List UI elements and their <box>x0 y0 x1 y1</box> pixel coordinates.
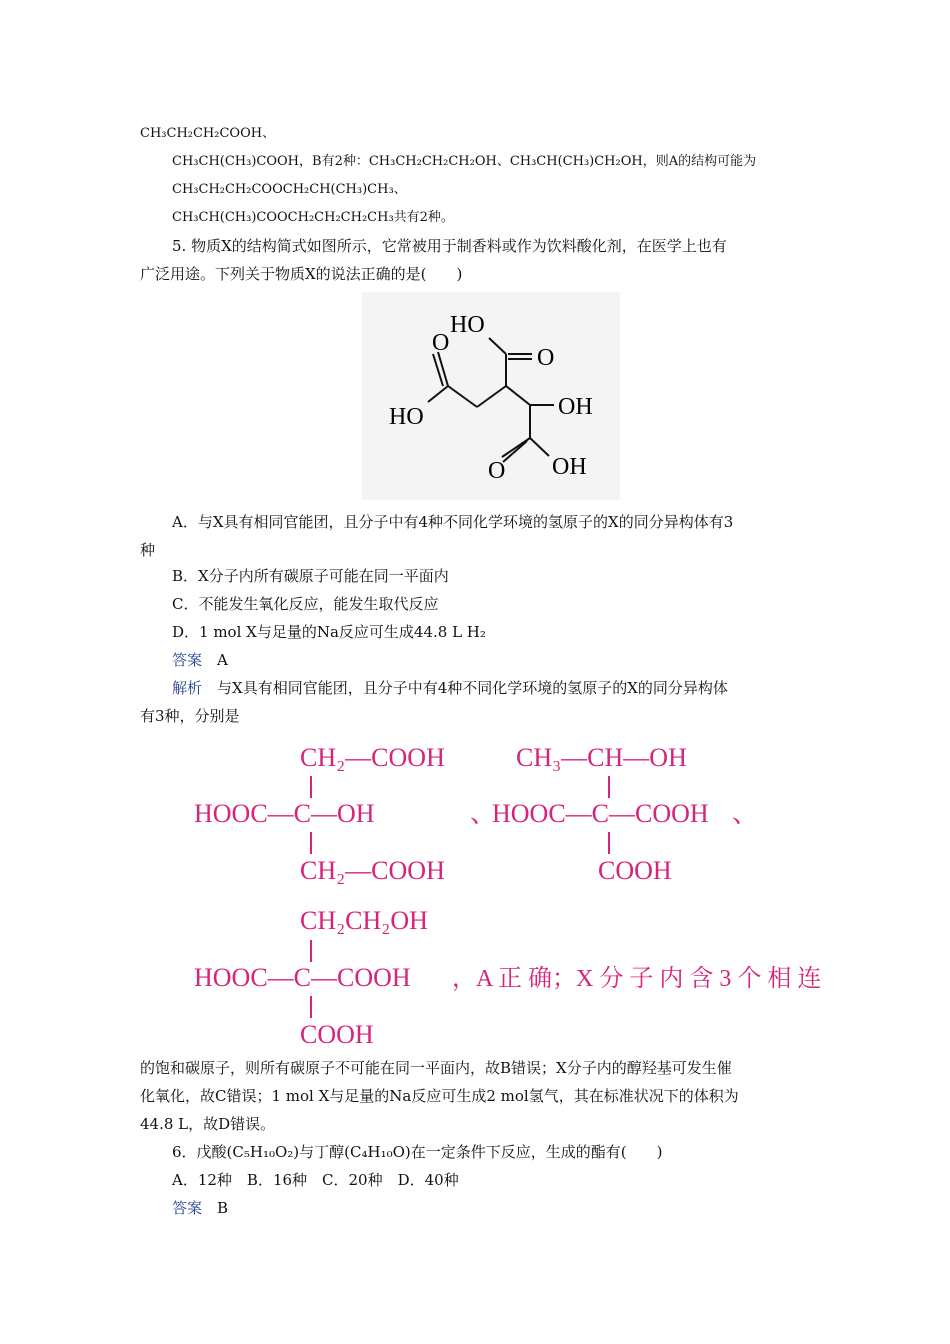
atom-ho-top: HO <box>450 312 485 338</box>
text-line-1: CH₃CH₂CH₂COOH、 <box>140 126 276 141</box>
analysis-pink-tail: ，A 正 确；X 分 子 内 含 3 个 相 连 <box>452 966 822 992</box>
q6-stem: 6．戊酸(C₅H₁₀O₂)与丁醇(C₄H₁₀O)在一定条件下反应，生成的酯有( ) <box>172 1143 663 1161</box>
q5-analysis-line5: 44.8 L，故D错误。 <box>140 1115 276 1133</box>
struct2-bottom: COOH <box>598 856 672 885</box>
struct3-bottom: COOH <box>300 1020 374 1049</box>
q5-stem-line2: 广泛用途。下列关于物质X的说法正确的是( ) <box>140 265 463 283</box>
atom-o-bottom: O <box>488 458 506 484</box>
answer-value: A <box>217 651 228 669</box>
q5-option-a-line1: A．与X具有相同官能团，且分子中有4种不同化学环境的氢原子的X的同分异构体有3 <box>172 513 734 531</box>
molecule-x-figure <box>362 292 620 500</box>
q5-option-a-line2: 种 <box>140 541 156 559</box>
q5-option-b: B．X分子内所有碳原子可能在同一平面内 <box>172 567 449 585</box>
answer-label: 答案 <box>172 651 203 669</box>
q6-answer-label: 答案 <box>172 1199 203 1217</box>
q5-analysis-line3: 的饱和碳原子，则所有碳原子不可能在同一平面内，故B错误；X分子内的醇羟基可发生催 <box>140 1059 732 1077</box>
q5-analysis-line1 <box>172 678 728 698</box>
struct2-top: CH₃—CH—OH <box>516 743 687 772</box>
q6-answer-value: B <box>217 1199 229 1217</box>
q5-answer <box>172 650 228 670</box>
q5-option-d: D．1 mol X与足量的Na反应可生成44.8 L H₂ <box>172 623 486 641</box>
q5-analysis-line4: 化氧化，故C错误；1 mol X与足量的Na反应可生成2 mol氢气，其在标准状况下的体积为 <box>140 1087 739 1105</box>
q5-analysis-line2: 有3种，分别是 <box>140 707 240 725</box>
struct3-top: CH₂CH₂OH <box>300 906 428 935</box>
q6-answer <box>172 1198 228 1218</box>
struct1-bottom: CH₂—COOH <box>300 856 445 885</box>
atom-ho-left: HO <box>389 404 424 430</box>
separator-1: 、 <box>470 799 497 828</box>
text-line-2: CH₃CH(CH₃)COOH，B有2种：CH₃CH₂CH₂CH₂OH、CH₃CH(CH₃)CH₂OH，则A的结构可能为 <box>172 154 757 169</box>
atom-oh-bottom: OH <box>552 454 587 480</box>
q6-options: A．12种 B．16种 C．20种 D．40种 <box>172 1171 459 1189</box>
analysis-label: 解析 <box>172 679 203 697</box>
struct1-middle: HOOC—C—OH <box>194 799 375 828</box>
struct1-top: CH₂—COOH <box>300 743 445 772</box>
struct2-middle: HOOC—C—COOH <box>492 799 709 828</box>
separator-2: 、 <box>732 799 759 828</box>
q5-option-c: C．不能发生氧化反应，能发生取代反应 <box>172 595 439 613</box>
q5-stem-line1: 5. 物质X的结构简式如图所示，它常被用于制香料或作为饮料酸化剂，在医学上也有 <box>172 237 727 255</box>
analysis-text-1: 与X具有相同官能团，且分子中有4种不同化学环境的氢原子的X的同分异构体 <box>217 679 728 697</box>
atom-oh-right: OH <box>558 394 593 420</box>
text-line-3: CH₃CH₂CH₂COOCH₂CH(CH₃)CH₃、 <box>172 182 407 197</box>
isomer-structures <box>180 736 850 1052</box>
text-line-4: CH₃CH(CH₃)COOCH₂CH₂CH₂CH₃共有2种。 <box>172 210 454 225</box>
atom-o-left: O <box>432 330 450 356</box>
struct3-middle: HOOC—C—COOH <box>194 963 411 992</box>
atom-o-top-right: O <box>537 345 555 371</box>
